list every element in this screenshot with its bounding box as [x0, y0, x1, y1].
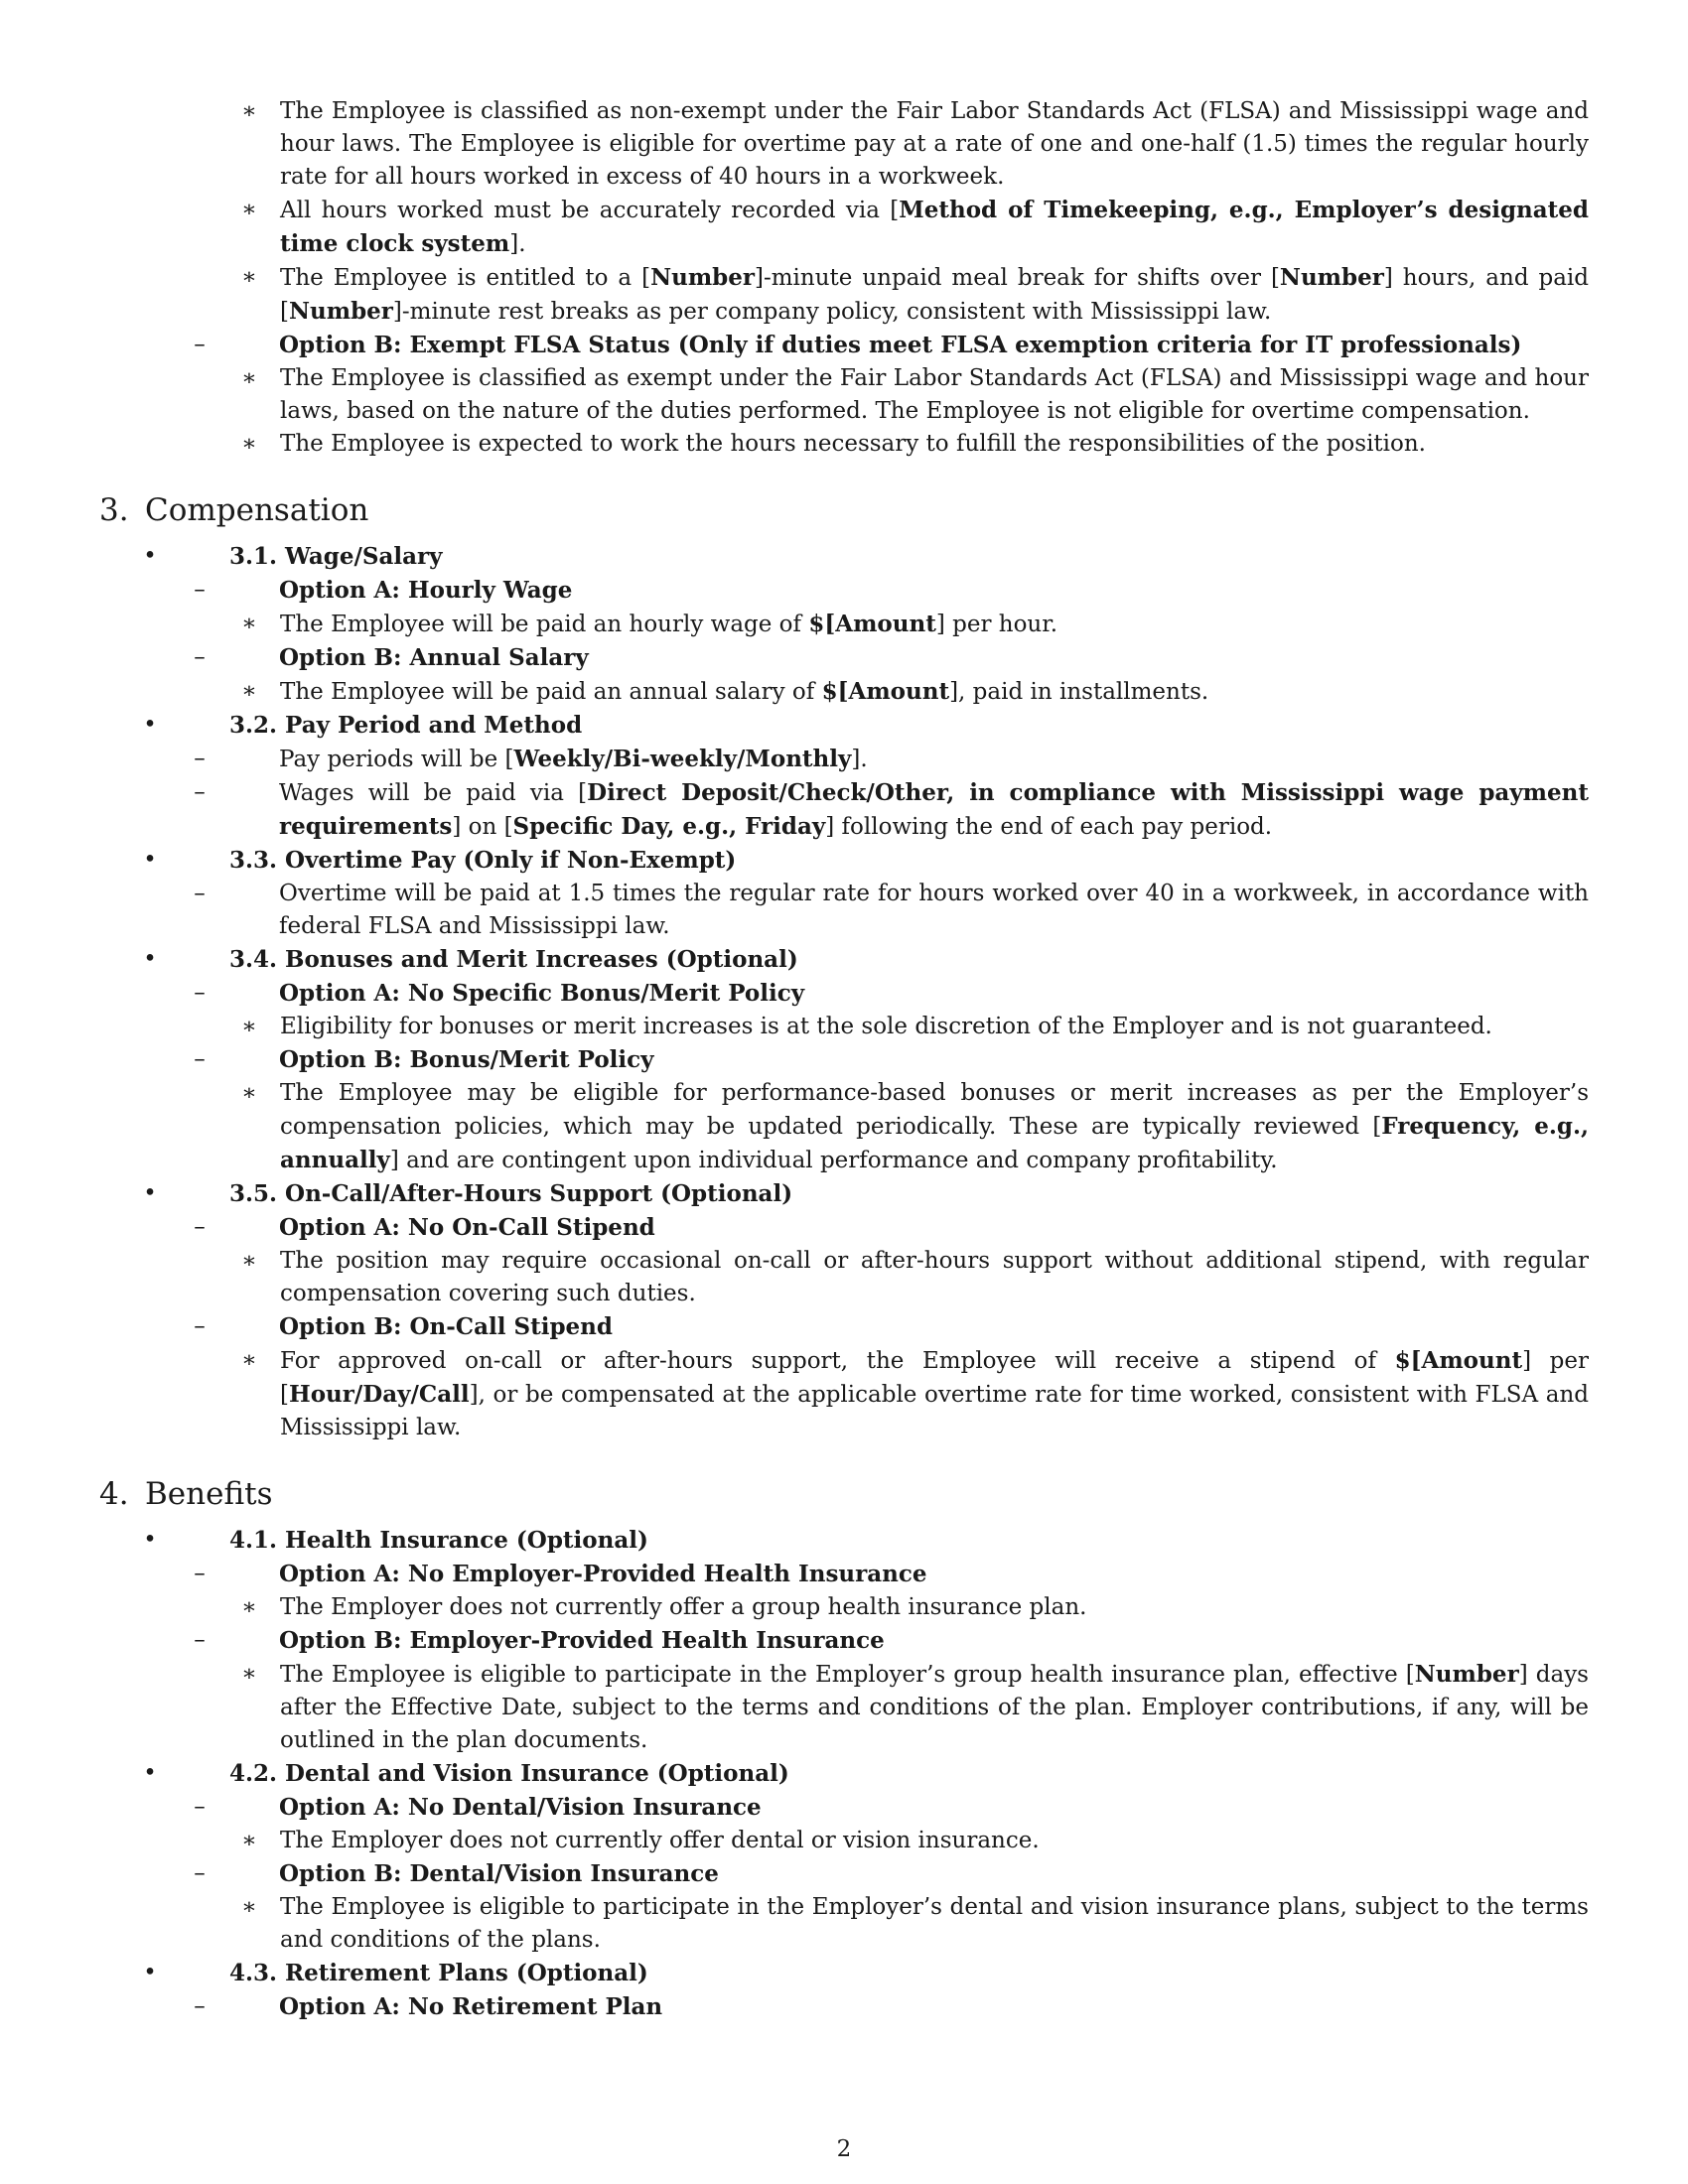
section-number: 4.: [99, 1476, 129, 1512]
list-item: [99, 1591, 1589, 1624]
list-marker: –: [194, 1214, 206, 1240]
list-marker: ∗: [241, 1828, 257, 1853]
list-marker: –: [194, 746, 206, 771]
text-run: ] days after the Effective Date, subject to the terms and conditions of the plan. Employer contributions, if any, will be outlined in the plan documents.: [280, 1662, 1589, 1753]
option-heading-text: Option B: Annual Salary: [279, 644, 589, 671]
option-heading: [99, 1310, 1589, 1344]
option-heading: [99, 1211, 1589, 1245]
option-heading: [99, 1558, 1589, 1591]
list-marker: •: [143, 1960, 157, 1985]
text-run: The Employee is eligible to participate in the Employer’s group health insurance plan, effective [: [280, 1662, 1415, 1688]
list-item: [99, 1245, 1589, 1310]
list-marker: ∗: [241, 1347, 257, 1373]
section-title: Benefits: [145, 1476, 273, 1512]
option-heading: [99, 1624, 1589, 1658]
option-heading-text: Option B: Exempt FLSA Status (Only if duties meet FLSA exemption criteria for IT professionals): [279, 332, 1522, 358]
list-marker: ∗: [241, 365, 257, 391]
document-page: [99, 95, 1589, 2024]
placeholder-field: $[Amount: [821, 678, 950, 705]
text-run: The Employee will be paid an annual salary of: [280, 679, 822, 705]
text-run: The Employee is expected to work the hours necessary to fulfill the responsibilities of the position.: [280, 431, 1426, 457]
placeholder-field: Number: [650, 264, 755, 291]
placeholder-field: $[Amount: [1394, 1347, 1523, 1374]
list-marker: ∗: [241, 678, 257, 704]
list-marker: –: [194, 1313, 206, 1339]
list-item: [99, 95, 1589, 194]
placeholder-field: Number: [288, 298, 393, 325]
subsection-title: 3.2. Pay Period and Method: [229, 712, 583, 739]
placeholder-field: Direct Deposit/Check/Other, in compliance with Mississippi wage payment requirements: [279, 779, 1589, 840]
list-item: [99, 878, 1589, 943]
subsection-title: 3.3. Overtime Pay (Only if Non-Exempt): [229, 847, 737, 874]
option-heading: [99, 329, 1589, 362]
subsection-heading: [99, 709, 1589, 743]
subsection-heading: [99, 1957, 1589, 1990]
list-marker: ∗: [241, 264, 257, 290]
text-run: ] following the end of each pay period.: [825, 814, 1273, 840]
list-marker: –: [194, 644, 206, 670]
option-heading: [99, 1791, 1589, 1825]
option-heading-text: Option A: No Specific Bonus/Merit Policy: [279, 980, 805, 1007]
list-item: [99, 776, 1589, 844]
list-marker: –: [194, 1794, 206, 1820]
placeholder-field: Hour/Day/Call: [288, 1381, 470, 1408]
list-marker: –: [194, 980, 206, 1006]
text-run: The Employee is classified as exempt under the Fair Labor Standards Act (FLSA) and Mississippi wage and hour laws, based on the nature of the duties performed. The Employee is not eligible for overtime compensation.: [280, 365, 1589, 424]
list-marker: •: [143, 1527, 157, 1553]
list-marker: •: [143, 946, 157, 972]
list-item: [99, 608, 1589, 641]
list-item: [99, 675, 1589, 709]
list-marker: ∗: [241, 197, 257, 222]
text-run: All hours worked must be accurately recorded via [: [280, 198, 900, 223]
section-title: Compensation: [145, 492, 369, 528]
list-item: [99, 743, 1589, 776]
list-item: [99, 1891, 1589, 1957]
option-heading: [99, 977, 1589, 1011]
list-marker: •: [143, 1760, 157, 1786]
text-run: The Employee will be paid an hourly wage of: [280, 612, 809, 637]
list-marker: ∗: [241, 1894, 257, 1920]
subsection-heading: [99, 1757, 1589, 1791]
option-heading-text: Option A: No Retirement Plan: [279, 1993, 663, 2020]
placeholder-field: Frequency, e.g., annually: [280, 1113, 1589, 1173]
option-heading-text: Option B: Employer-Provided Health Insurance: [279, 1627, 885, 1654]
list-item: [99, 1658, 1589, 1757]
list-marker: ∗: [241, 1248, 257, 1274]
list-marker: –: [194, 332, 206, 357]
text-run: The Employee may be eligible for performance-based bonuses or merit increases as per the Employer’s compensation policies, which may be updated periodically. These are typically reviewed [: [280, 1080, 1589, 1140]
text-run: ] and are contingent upon individual performance and company profitability.: [389, 1148, 1278, 1173]
list-marker: ∗: [241, 611, 257, 636]
text-run: The Employee is classified as non-exempt under the Fair Labor Standards Act (FLSA) and Mississippi wage and hour laws. The Employee is eligible for overtime pay at a rate of one and one-half (1.5) times the regular hourly rate for all hours worked in excess of 40 hours in a workweek.: [280, 98, 1589, 190]
section-heading: [99, 490, 1589, 530]
text-run: The Employee is entitled to a [: [280, 265, 651, 291]
text-run: ]-minute unpaid meal break for shifts over [: [755, 265, 1280, 291]
text-run: The Employer does not currently offer a group health insurance plan.: [280, 1594, 1087, 1620]
subsection-title: 3.5. On-Call/After-Hours Support (Optional): [229, 1180, 793, 1207]
list-item: [99, 362, 1589, 428]
option-heading-text: Option A: No Dental/Vision Insurance: [279, 1794, 762, 1821]
option-heading-text: Option A: No Employer-Provided Health Insurance: [279, 1561, 927, 1587]
text-run: ] per [: [280, 1348, 1589, 1408]
list-marker: –: [194, 577, 206, 603]
list-marker: •: [143, 847, 157, 873]
list-marker: –: [194, 1627, 206, 1653]
text-run: ], paid in installments.: [949, 679, 1209, 705]
section-heading: [99, 1474, 1589, 1514]
text-run: ]-minute rest breaks as per company policy, consistent with Mississippi law.: [392, 299, 1272, 325]
subsection-title: 4.1. Health Insurance (Optional): [229, 1527, 648, 1554]
placeholder-field: Method of Timekeeping, e.g., Employer’s designated time clock system: [280, 197, 1589, 257]
subsection-title: 3.1. Wage/Salary: [229, 543, 443, 570]
subsection-heading: [99, 1524, 1589, 1558]
option-heading: [99, 641, 1589, 675]
list-marker: –: [194, 1046, 206, 1072]
text-run: ].: [851, 747, 868, 772]
placeholder-field: $[Amount: [808, 611, 936, 637]
list-item: [99, 1344, 1589, 1444]
list-marker: –: [194, 1561, 206, 1586]
text-run: ] per hour.: [935, 612, 1058, 637]
list-item: [99, 428, 1589, 461]
list-marker: ∗: [241, 1594, 257, 1620]
option-heading: [99, 1990, 1589, 2024]
subsection-heading: [99, 844, 1589, 878]
text-run: The Employee is eligible to participate in the Employer’s dental and vision insurance plans, subject to the terms and conditions of the plans.: [280, 1894, 1589, 1953]
option-heading-text: Option A: Hourly Wage: [279, 577, 573, 604]
subsection-title: 4.3. Retirement Plans (Optional): [229, 1960, 648, 1986]
text-run: ], or be compensated at the applicable overtime rate for time worked, consistent with FLSA and Mississippi law.: [280, 1382, 1589, 1440]
list-item: [99, 1825, 1589, 1857]
text-run: Wages will be paid via [: [279, 780, 588, 806]
list-marker: –: [194, 1993, 206, 2019]
option-heading-text: Option A: No On-Call Stipend: [279, 1214, 655, 1241]
subsection-heading: [99, 943, 1589, 977]
subsection-heading: [99, 540, 1589, 574]
text-run: The Employer does not currently offer dental or vision insurance.: [280, 1828, 1040, 1853]
subsection-heading: [99, 1177, 1589, 1211]
option-heading-text: Option B: On-Call Stipend: [279, 1313, 613, 1340]
list-marker: –: [194, 779, 206, 805]
list-marker: ∗: [241, 98, 257, 124]
subsection-title: 4.2. Dental and Vision Insurance (Optional): [229, 1760, 789, 1787]
text-run: Overtime will be paid at 1.5 times the regular rate for hours worked over 40 in a workweek, in accordance with federal FLSA and Mississippi law.: [279, 881, 1589, 939]
option-heading: [99, 1043, 1589, 1077]
text-run: ] hours, and paid [: [280, 265, 1589, 325]
option-heading-text: Option B: Dental/Vision Insurance: [279, 1860, 719, 1887]
list-marker: ∗: [241, 1014, 257, 1039]
list-marker: –: [194, 881, 206, 906]
text-run: Pay periods will be [: [279, 747, 514, 772]
placeholder-field: Weekly/Bi-weekly/Monthly: [513, 746, 852, 772]
list-item: [99, 261, 1589, 329]
option-heading: [99, 574, 1589, 608]
text-run: ].: [509, 231, 526, 257]
list-item: [99, 194, 1589, 261]
page-number: 2: [836, 2136, 852, 2162]
option-heading: [99, 1857, 1589, 1891]
list-item: [99, 1077, 1589, 1177]
list-marker: ∗: [241, 1661, 257, 1687]
subsection-title: 3.4. Bonuses and Merit Increases (Optional): [229, 946, 798, 973]
list-marker: ∗: [241, 431, 257, 457]
list-marker: ∗: [241, 1080, 257, 1106]
text-run: For approved on-call or after-hours support, the Employee will receive a stipend of: [280, 1348, 1395, 1374]
list-marker: •: [143, 543, 157, 569]
list-marker: •: [143, 712, 157, 738]
list-item: [99, 1011, 1589, 1043]
text-run: Eligibility for bonuses or merit increases is at the sole discretion of the Employer and is not guaranteed.: [280, 1014, 1492, 1039]
list-marker: –: [194, 1860, 206, 1886]
option-heading-text: Option B: Bonus/Merit Policy: [279, 1046, 654, 1073]
text-run: ] on [: [452, 814, 513, 840]
placeholder-field: Specific Day, e.g., Friday: [512, 813, 826, 840]
list-marker: •: [143, 1180, 157, 1206]
placeholder-field: Number: [1414, 1661, 1519, 1688]
text-run: The position may require occasional on-call or after-hours support without additional stipend, with regular compensation covering such duties.: [280, 1248, 1589, 1306]
section-number: 3.: [99, 492, 129, 528]
placeholder-field: Number: [1279, 264, 1384, 291]
